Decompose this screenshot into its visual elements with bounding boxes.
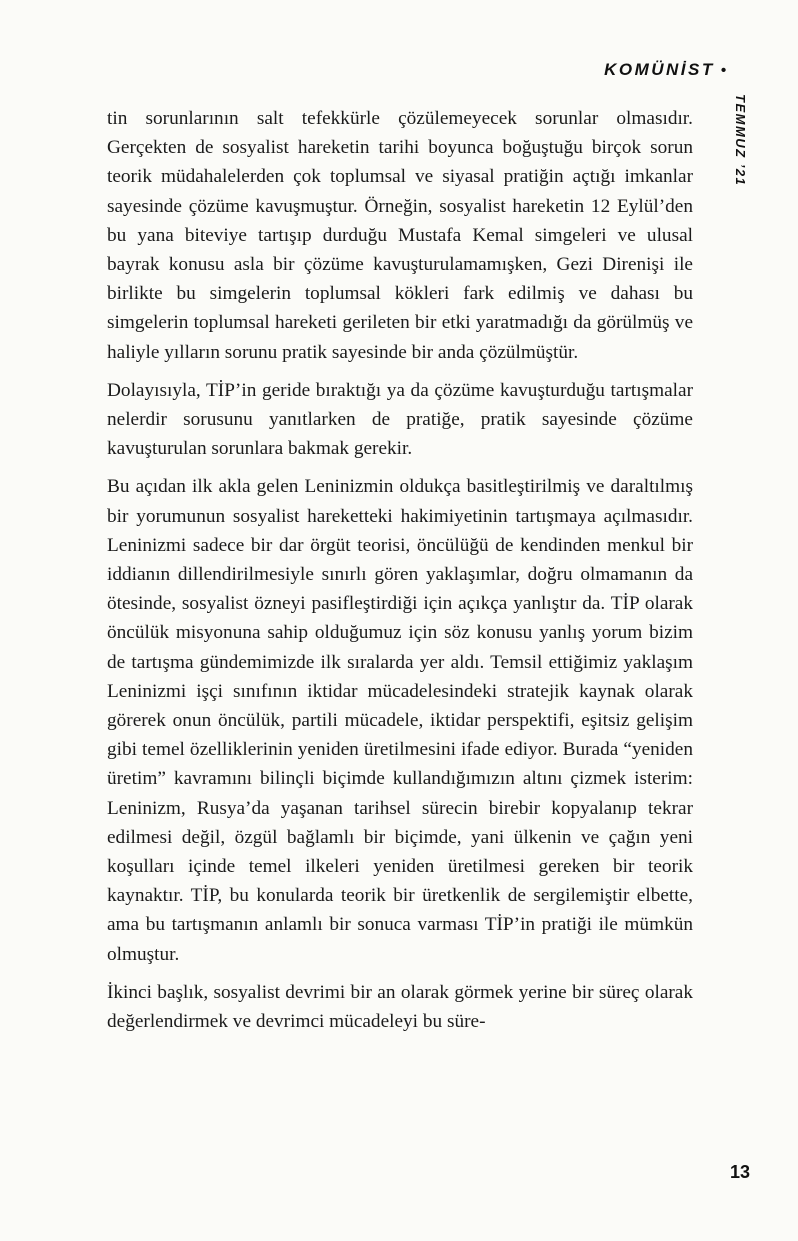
paragraph: Dolayısıyla, TİP’in geride bıraktığı ya da çözüme kavuşturduğu tartışmalar nelerdir sorusunu yanıtlarken de pratiğe, pratik sayesinde çözüme kavuşturulan sorunlara bakmak gerekir.: [107, 379, 693, 460]
paragraph: Bu açıdan ilk akla gelen Leninizmin oldukça basitleştirilmiş ve daraltılmış bir yorumunun sosyalist hareketteki hakimiyetinin tartışmaya açılmasıdır. Leninizmi sadece bir dar örgüt teorisi, öncülüğü de kendinden menkul bir iddianın dillendirilmesiyle sınırlı gören yaklaşımlar, doğru olmamanın da ötesinde, sosyalist özneyi pasifleştirdiği için açıkça yanlıştır da. TİP olarak öncülük misyonuna sahip olduğumuz için söz konusu yanlış yorum bizim de tartışma gündemimizde ilk sıralarda yer aldı. Temsil ettiğimiz yaklaşım Leninizmi işçi sınıfının iktidar mücadelesindeki stratejik kaynak olarak görerek onun öncülük, partili mücadele, iktidar perspektifi, eşitsiz gelişim gibi temel özelliklerinin yeniden üretilmesini ifade ediyor. Burada “yeniden üretim” kavramını bilinçli biçimde kullandığımızın altını çizmek isterim: Leninizm, Rusya’da yaşanan tarihsel sürecin birebir kopyalanıp tekrar edilmesi değil, özgül bağlamlı bir biçimde, yani ülkenin ve çağın yeni koşulları içinde temel ilkeleri yeniden üretilmesi gereken bir teorik kaynaktır. TİP, bu konularda teorik bir üretkenlik de sergilemiştir elbette, ama bu tartışmanın anlamlı bir sonuca varması TİP’in pratiği ile mümkün olmuştur.: [107, 476, 693, 965]
header-bullet-icon: •: [720, 62, 726, 79]
paragraph: İkinci başlık, sosyalist devrimi bir an olarak görmek yerine bir süreç olarak değerlendirmek ve devrimci mücadeleyi bu süre-: [107, 981, 693, 1033]
paragraph: tin sorunlarının salt tefekkürle çözülemeyecek sorunlar olmasıdır. Gerçekten de sosyalist hareketin tarihi boyunca boğuştuğu birçok sorun teorik müdahalelerden çok toplumsal ve siyasal pratiğin açtığı imkanlar sayesinde çözüme kavuşmuştur. Örneğin, sosyalist hareketin 12 Eylül’den bu yana biteviye tartışıp durduğu Mustafa Kemal simgeleri ve ulusal bayrak konusu asla bir çözüme kavuşturulamamışken, Gezi Direnişi ile birlikte bu simgelerin toplumsal kökleri fark edilmiş ve dahası bu simgelerin toplumsal hareketi gerileten bir etki yaratmadığı da görülmüş ve haliyle yılların sorunu pratik sayesinde bir anda çözülmüştür.: [107, 108, 693, 363]
magazine-title: KOMÜNİST: [604, 60, 715, 79]
magazine-header: [604, 60, 726, 80]
body-text: [107, 104, 693, 1045]
page-number: 13: [729, 1162, 750, 1182]
issue-date-vertical: TEMMUZ ’21: [733, 94, 748, 187]
